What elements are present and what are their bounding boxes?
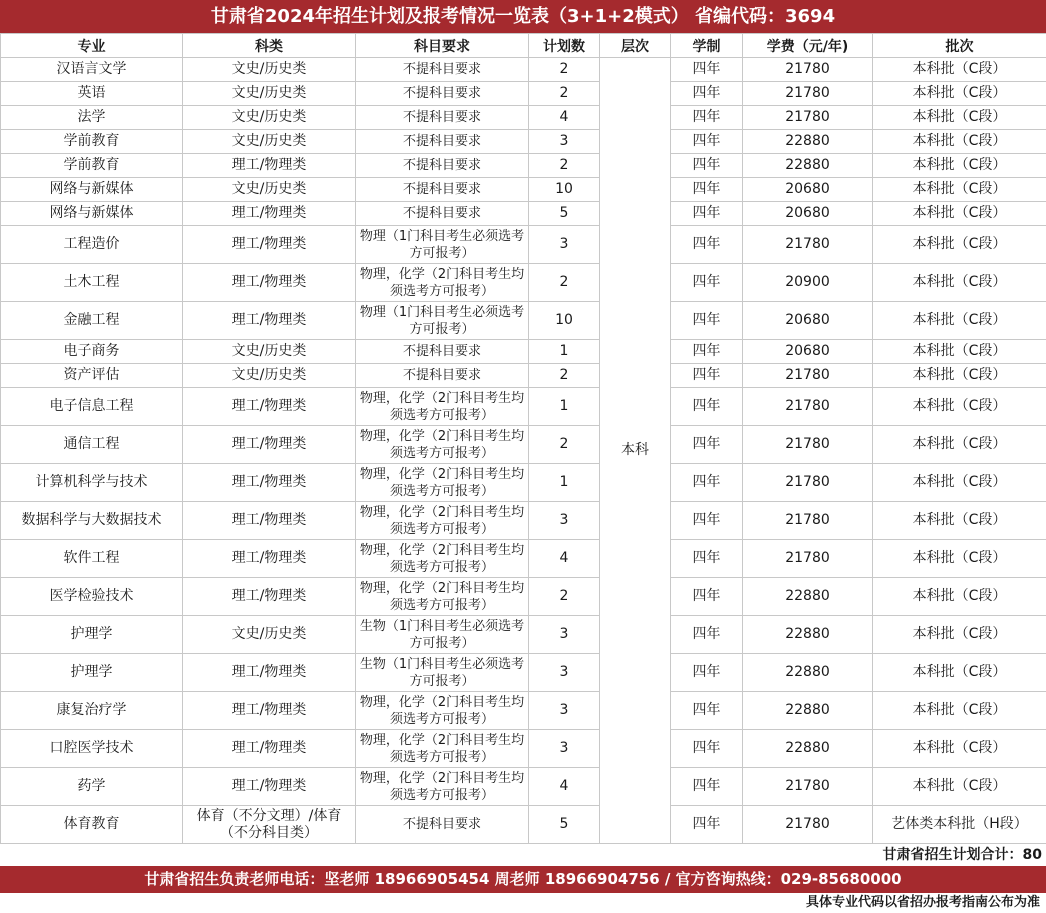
plan-count-cell: 2 xyxy=(529,364,600,388)
table-header-row xyxy=(1,34,1046,58)
major-cell: 计算机科学与技术 xyxy=(1,464,183,502)
duration-cell: 四年 xyxy=(671,540,743,578)
fee-cell: 21780 xyxy=(743,106,873,130)
column-header-requirement: 科目要求 xyxy=(356,34,529,58)
plan-count-cell: 3 xyxy=(529,226,600,264)
requirement-cell: 物理，化学（2门科目考生均须选考方可报考） xyxy=(356,692,529,730)
major-cell: 电子信息工程 xyxy=(1,388,183,426)
requirement-cell: 物理，化学（2门科目考生均须选考方可报考） xyxy=(356,502,529,540)
fee-cell: 22880 xyxy=(743,654,873,692)
duration-cell: 四年 xyxy=(671,768,743,806)
major-cell: 护理学 xyxy=(1,616,183,654)
batch-cell: 本科批（C段） xyxy=(873,264,1046,302)
category-cell: 理工/物理类 xyxy=(183,388,356,426)
category-cell: 理工/物理类 xyxy=(183,768,356,806)
page-title: 甘肃省2024年招生计划及报考情况一览表（3+1+2模式） 省编代码：3694 xyxy=(0,0,1046,33)
fee-cell: 21780 xyxy=(743,768,873,806)
requirement-cell: 不提科目要求 xyxy=(356,58,529,82)
major-cell: 软件工程 xyxy=(1,540,183,578)
plan-count-cell: 1 xyxy=(529,388,600,426)
plan-count-cell: 2 xyxy=(529,264,600,302)
major-cell: 药学 xyxy=(1,768,183,806)
requirement-cell: 生物（1门科目考生必须选考方可报考） xyxy=(356,616,529,654)
duration-cell: 四年 xyxy=(671,106,743,130)
duration-cell: 四年 xyxy=(671,692,743,730)
fee-cell: 21780 xyxy=(743,388,873,426)
duration-cell: 四年 xyxy=(671,154,743,178)
requirement-cell: 物理，化学（2门科目考生均须选考方可报考） xyxy=(356,264,529,302)
fee-cell: 21780 xyxy=(743,82,873,106)
table-row xyxy=(1,178,1046,202)
major-cell: 体育教育 xyxy=(1,806,183,844)
category-cell: 理工/物理类 xyxy=(183,264,356,302)
batch-cell: 本科批（C段） xyxy=(873,654,1046,692)
table-row xyxy=(1,426,1046,464)
table-row xyxy=(1,730,1046,768)
category-cell: 文史/历史类 xyxy=(183,106,356,130)
requirement-cell: 不提科目要求 xyxy=(356,202,529,226)
requirement-cell: 不提科目要求 xyxy=(356,130,529,154)
table-row xyxy=(1,806,1046,844)
fee-cell: 21780 xyxy=(743,426,873,464)
batch-cell: 本科批（C段） xyxy=(873,730,1046,768)
column-header-category: 科类 xyxy=(183,34,356,58)
fee-cell: 20680 xyxy=(743,178,873,202)
fee-cell: 22880 xyxy=(743,730,873,768)
duration-cell: 四年 xyxy=(671,364,743,388)
batch-cell: 本科批（C段） xyxy=(873,302,1046,340)
category-cell: 理工/物理类 xyxy=(183,692,356,730)
plan-count-cell: 2 xyxy=(529,578,600,616)
duration-cell: 四年 xyxy=(671,578,743,616)
plan-count-cell: 10 xyxy=(529,302,600,340)
fee-cell: 22880 xyxy=(743,130,873,154)
fee-cell: 21780 xyxy=(743,58,873,82)
major-cell: 数据科学与大数据技术 xyxy=(1,502,183,540)
table-row xyxy=(1,502,1046,540)
plan-count-cell: 5 xyxy=(529,202,600,226)
major-cell: 学前教育 xyxy=(1,130,183,154)
plan-total-row xyxy=(0,845,1046,865)
table-row xyxy=(1,692,1046,730)
duration-cell: 四年 xyxy=(671,226,743,264)
category-cell: 文史/历史类 xyxy=(183,82,356,106)
category-cell: 理工/物理类 xyxy=(183,540,356,578)
duration-cell: 四年 xyxy=(671,426,743,464)
batch-cell: 本科批（C段） xyxy=(873,502,1046,540)
fee-cell: 21780 xyxy=(743,540,873,578)
major-cell: 通信工程 xyxy=(1,426,183,464)
column-header-level: 层次 xyxy=(600,34,671,58)
plan-count-cell: 2 xyxy=(529,154,600,178)
plan-count-cell: 4 xyxy=(529,540,600,578)
column-header-major: 专业 xyxy=(1,34,183,58)
batch-cell: 本科批（C段） xyxy=(873,426,1046,464)
batch-cell: 本科批（C段） xyxy=(873,58,1046,82)
major-cell: 土木工程 xyxy=(1,264,183,302)
major-cell: 网络与新媒体 xyxy=(1,178,183,202)
batch-cell: 本科批（C段） xyxy=(873,768,1046,806)
fee-cell: 21780 xyxy=(743,364,873,388)
fee-cell: 22880 xyxy=(743,692,873,730)
batch-cell: 本科批（C段） xyxy=(873,540,1046,578)
requirement-cell: 不提科目要求 xyxy=(356,806,529,844)
table-row xyxy=(1,540,1046,578)
fee-cell: 21780 xyxy=(743,502,873,540)
requirement-cell: 物理，化学（2门科目考生均须选考方可报考） xyxy=(356,426,529,464)
plan-count-cell: 1 xyxy=(529,464,600,502)
category-cell: 理工/物理类 xyxy=(183,226,356,264)
requirement-cell: 不提科目要求 xyxy=(356,82,529,106)
batch-cell: 本科批（C段） xyxy=(873,692,1046,730)
duration-cell: 四年 xyxy=(671,82,743,106)
table-row xyxy=(1,130,1046,154)
duration-cell: 四年 xyxy=(671,502,743,540)
batch-cell: 本科批（C段） xyxy=(873,364,1046,388)
major-cell: 医学检验技术 xyxy=(1,578,183,616)
fee-cell: 21780 xyxy=(743,806,873,844)
batch-cell: 本科批（C段） xyxy=(873,106,1046,130)
table-row xyxy=(1,388,1046,426)
category-cell: 理工/物理类 xyxy=(183,502,356,540)
category-cell: 文史/历史类 xyxy=(183,364,356,388)
plan-count-cell: 3 xyxy=(529,692,600,730)
major-cell: 资产评估 xyxy=(1,364,183,388)
table-row xyxy=(1,340,1046,364)
fee-cell: 20900 xyxy=(743,264,873,302)
fee-cell: 22880 xyxy=(743,154,873,178)
table-row xyxy=(1,82,1046,106)
duration-cell: 四年 xyxy=(671,806,743,844)
fee-cell: 21780 xyxy=(743,464,873,502)
plan-count-cell: 10 xyxy=(529,178,600,202)
plan-count-cell: 2 xyxy=(529,58,600,82)
plan-total: 甘肃省招生计划合计：80 xyxy=(882,847,1042,863)
category-cell: 理工/物理类 xyxy=(183,426,356,464)
plan-count-cell: 4 xyxy=(529,768,600,806)
category-cell: 理工/物理类 xyxy=(183,202,356,226)
table-row xyxy=(1,364,1046,388)
table-row xyxy=(1,226,1046,264)
batch-cell: 本科批（C段） xyxy=(873,388,1046,426)
plan-count-cell: 4 xyxy=(529,106,600,130)
category-cell: 理工/物理类 xyxy=(183,730,356,768)
category-cell: 理工/物理类 xyxy=(183,302,356,340)
duration-cell: 四年 xyxy=(671,302,743,340)
duration-cell: 四年 xyxy=(671,58,743,82)
level-cell: 本科 xyxy=(600,58,671,844)
requirement-cell: 物理，化学（2门科目考生均须选考方可报考） xyxy=(356,464,529,502)
table-row xyxy=(1,106,1046,130)
requirement-cell: 生物（1门科目考生必须选考方可报考） xyxy=(356,654,529,692)
duration-cell: 四年 xyxy=(671,264,743,302)
requirement-cell: 不提科目要求 xyxy=(356,364,529,388)
fee-cell: 20680 xyxy=(743,202,873,226)
major-cell: 网络与新媒体 xyxy=(1,202,183,226)
major-cell: 学前教育 xyxy=(1,154,183,178)
category-cell: 文史/历史类 xyxy=(183,178,356,202)
requirement-cell: 物理（1门科目考生必须选考方可报考） xyxy=(356,226,529,264)
duration-cell: 四年 xyxy=(671,616,743,654)
batch-cell: 本科批（C段） xyxy=(873,154,1046,178)
major-cell: 电子商务 xyxy=(1,340,183,364)
fee-cell: 20680 xyxy=(743,340,873,364)
category-cell: 文史/历史类 xyxy=(183,58,356,82)
requirement-cell: 不提科目要求 xyxy=(356,106,529,130)
major-cell: 英语 xyxy=(1,82,183,106)
batch-cell: 本科批（C段） xyxy=(873,464,1046,502)
column-header-duration: 学制 xyxy=(671,34,743,58)
category-cell: 理工/物理类 xyxy=(183,464,356,502)
duration-cell: 四年 xyxy=(671,654,743,692)
fee-cell: 22880 xyxy=(743,578,873,616)
duration-cell: 四年 xyxy=(671,202,743,226)
duration-cell: 四年 xyxy=(671,388,743,426)
major-cell: 工程造价 xyxy=(1,226,183,264)
column-header-fee: 学费（元/年) xyxy=(743,34,873,58)
batch-cell: 本科批（C段） xyxy=(873,202,1046,226)
fee-cell: 22880 xyxy=(743,616,873,654)
plan-count-cell: 2 xyxy=(529,426,600,464)
plan-count-cell: 3 xyxy=(529,616,600,654)
batch-cell: 本科批（C段） xyxy=(873,82,1046,106)
fee-cell: 20680 xyxy=(743,302,873,340)
requirement-cell: 不提科目要求 xyxy=(356,340,529,364)
table-row xyxy=(1,154,1046,178)
requirement-cell: 物理，化学（2门科目考生均须选考方可报考） xyxy=(356,578,529,616)
contact-banner: 甘肃省招生负责老师电话：坚老师 18966905454 周老师 18966904756 / 官方咨询热线：029-85680000 xyxy=(0,866,1046,893)
plan-count-cell: 2 xyxy=(529,82,600,106)
plan-count-cell: 3 xyxy=(529,502,600,540)
column-header-plan: 计划数 xyxy=(529,34,600,58)
requirement-cell: 物理（1门科目考生必须选考方可报考） xyxy=(356,302,529,340)
major-cell: 法学 xyxy=(1,106,183,130)
requirement-cell: 物理，化学（2门科目考生均须选考方可报考） xyxy=(356,730,529,768)
duration-cell: 四年 xyxy=(671,464,743,502)
duration-cell: 四年 xyxy=(671,178,743,202)
plan-count-cell: 3 xyxy=(529,654,600,692)
requirement-cell: 物理，化学（2门科目考生均须选考方可报考） xyxy=(356,540,529,578)
batch-cell: 本科批（C段） xyxy=(873,130,1046,154)
category-cell: 文史/历史类 xyxy=(183,616,356,654)
category-cell: 文史/历史类 xyxy=(183,130,356,154)
duration-cell: 四年 xyxy=(671,340,743,364)
requirement-cell: 物理，化学（2门科目考生均须选考方可报考） xyxy=(356,768,529,806)
major-cell: 护理学 xyxy=(1,654,183,692)
table-row xyxy=(1,578,1046,616)
batch-cell: 本科批（C段） xyxy=(873,226,1046,264)
table-row xyxy=(1,58,1046,82)
duration-cell: 四年 xyxy=(671,730,743,768)
admission-plan-table xyxy=(0,33,1046,844)
requirement-cell: 不提科目要求 xyxy=(356,154,529,178)
category-cell: 体育（不分文理）/体育（不分科目类） xyxy=(183,806,356,844)
plan-count-cell: 5 xyxy=(529,806,600,844)
category-cell: 理工/物理类 xyxy=(183,654,356,692)
major-cell: 汉语言文学 xyxy=(1,58,183,82)
major-cell: 康复治疗学 xyxy=(1,692,183,730)
plan-count-cell: 3 xyxy=(529,130,600,154)
major-cell: 金融工程 xyxy=(1,302,183,340)
plan-count-cell: 3 xyxy=(529,730,600,768)
requirement-cell: 物理，化学（2门科目考生均须选考方可报考） xyxy=(356,388,529,426)
duration-cell: 四年 xyxy=(671,130,743,154)
batch-cell: 本科批（C段） xyxy=(873,578,1046,616)
table-row xyxy=(1,202,1046,226)
plan-count-cell: 1 xyxy=(529,340,600,364)
batch-cell: 本科批（C段） xyxy=(873,616,1046,654)
fee-cell: 21780 xyxy=(743,226,873,264)
table-row xyxy=(1,768,1046,806)
table-row xyxy=(1,654,1046,692)
footer-note: 具体专业代码以省招办报考指南公布为准 xyxy=(805,895,1040,910)
batch-cell: 本科批（C段） xyxy=(873,178,1046,202)
batch-cell: 本科批（C段） xyxy=(873,340,1046,364)
table-row xyxy=(1,616,1046,654)
table-row xyxy=(1,464,1046,502)
major-cell: 口腔医学技术 xyxy=(1,730,183,768)
requirement-cell: 不提科目要求 xyxy=(356,178,529,202)
table-row xyxy=(1,264,1046,302)
column-header-batch: 批次 xyxy=(873,34,1046,58)
category-cell: 理工/物理类 xyxy=(183,578,356,616)
batch-cell: 艺体类本科批（H段） xyxy=(873,806,1046,844)
table-row xyxy=(1,302,1046,340)
category-cell: 理工/物理类 xyxy=(183,154,356,178)
category-cell: 文史/历史类 xyxy=(183,340,356,364)
